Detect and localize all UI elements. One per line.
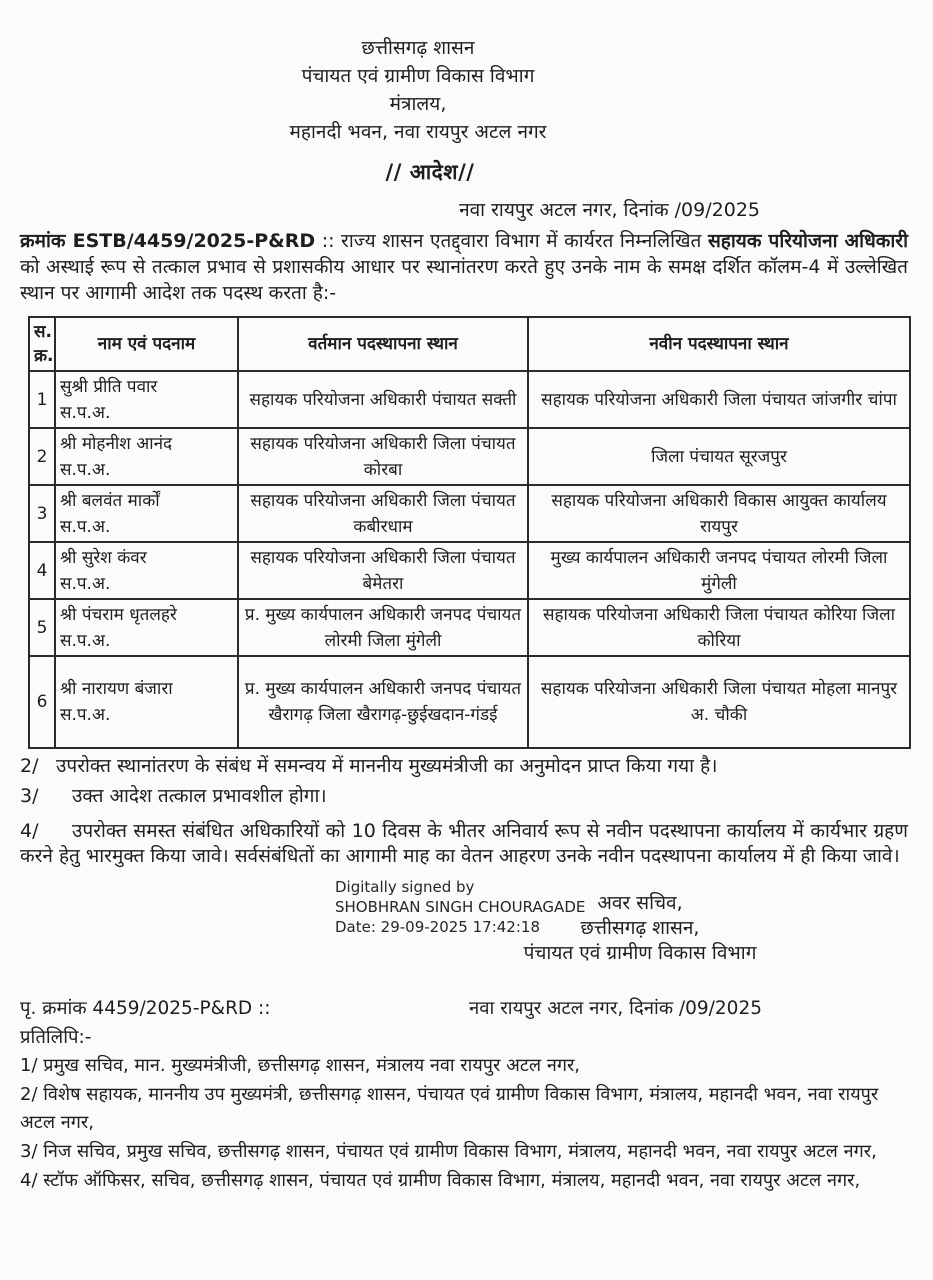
table-row — [29, 485, 910, 542]
cell-name — [55, 371, 238, 428]
cell-current-posting: सहायक परियोजना अधिकारी जिला पंचायत कबीरधाम — [238, 485, 528, 542]
cell-current-posting: सहायक परियोजना अधिकारी पंचायत सक्ती — [238, 371, 528, 428]
cell-serial: 2 — [29, 428, 55, 485]
cell-serial: 5 — [29, 599, 55, 656]
signature-date: Date: 29-09-2025 17:42:18 — [335, 918, 540, 936]
signer-name: SHOBHRAN SINGH CHOURAGADE — [335, 898, 586, 916]
cell-serial: 6 — [29, 656, 55, 748]
copy-recipient: 3/ निज सचिव, प्रमुख सचिव, छत्तीसगढ़ शासन, पंचायत एवं ग्रामीण विकास विभाग, मंत्रालय, महानदी भवन, नवा रायपुर अटल नगर, — [20, 1141, 877, 1162]
clause-text: उपरोक्त समस्त संबंधित अधिकारियों को 10 दिवस के भीतर अनिवार्य रूप से नवीन पदस्थापना कार्यालय में कार्यभार ग्रहण करने हेतु भारमुक्त किया जावे। सर्वसंबंधितों का आगामी माह का वेतन आहरण उनके नवीन पदस्थापना कार्यालय में ही किया जावे। — [20, 820, 908, 867]
officer-name: सुश्री प्रीति पवार — [60, 376, 158, 397]
scanned-order-document — [20, 34, 908, 1195]
order-reference-number: क्रमांक ESTB/4459/2025-P&RD — [20, 230, 316, 252]
header-new-posting: नवीन पदस्थापना स्थान — [528, 317, 910, 371]
cell-serial: 1 — [29, 371, 55, 428]
cell-current-posting: सहायक परियोजना अधिकारी जिला पंचायत कोरबा — [238, 428, 528, 485]
officer-designation: स.प.अ. — [60, 630, 111, 651]
table-row — [29, 599, 910, 656]
order-title: // आदेश// — [385, 160, 475, 184]
place-date-line: नवा रायपुर अटल नगर, दिनांक /09/2025 — [459, 199, 760, 221]
cell-new-posting: सहायक परियोजना अधिकारी जिला पंचायत जांजगीर चांपा — [528, 371, 910, 428]
cell-name — [55, 656, 238, 748]
cell-serial: 3 — [29, 485, 55, 542]
cell-name — [55, 599, 238, 656]
officer-name: श्री बलवंत मार्कों — [60, 490, 160, 511]
officer-designation: स.प.अ. — [60, 516, 111, 537]
cell-serial: 4 — [29, 542, 55, 599]
cell-current-posting: सहायक परियोजना अधिकारी जिला पंचायत बेमेतरा — [238, 542, 528, 599]
header-current-posting: वर्तमान पदस्थापना स्थान — [238, 317, 528, 371]
header-name-designation: नाम एवं पदनाम — [55, 317, 238, 371]
table-row — [29, 656, 910, 748]
officer-name: श्री मोहनीश आनंद — [60, 433, 173, 454]
cell-name — [55, 485, 238, 542]
endorsement-line — [20, 995, 908, 1020]
clause-text: उक्त आदेश तत्काल प्रभावशील होगा। — [72, 785, 327, 807]
copy-recipient: 1/ प्रमुख सचिव, मान. मुख्यमंत्रीजी, छत्तीसगढ़ शासन, मंत्रालय नवा रायपुर अटल नगर, — [20, 1055, 581, 1076]
cell-name — [55, 428, 238, 485]
cell-current-posting: प्र. मुख्य कार्यपालन अधिकारी जनपद पंचायत लोरमी जिला मुंगेली — [238, 599, 528, 656]
officer-designation: स.प.अ. — [60, 705, 111, 725]
officer-name: श्री सुरेश कंवर — [60, 547, 147, 568]
clause-2 — [20, 754, 908, 779]
cell-new-posting: सहायक परियोजना अधिकारी विकास आयुक्त कार्यालय रायपुर — [528, 485, 910, 542]
cell-name — [55, 542, 238, 599]
cell-current-posting: प्र. मुख्य कार्यपालन अधिकारी जनपद पंचायत खैरागढ़ जिला खैरागढ़-छुईखदान-गंडई — [238, 656, 528, 748]
header-serial: स. क्र. — [29, 317, 55, 371]
officer-designation: स.प.अ. — [60, 459, 111, 480]
clause-4 — [20, 819, 908, 869]
cell-new-posting: सहायक परियोजना अधिकारी जिला पंचायत मोहला मानपुर अ. चौकी — [528, 656, 910, 748]
cell-new-posting: सहायक परियोजना अधिकारी जिला पंचायत कोरिया जिला कोरिया — [528, 599, 910, 656]
copy-recipients-list — [20, 1052, 908, 1195]
clause-text: उपरोक्त स्थानांतरण के संबंध में समन्वय में माननीय मुख्यमंत्रीजी का अनुमोदन प्राप्त किया गया है। — [56, 755, 718, 777]
signer-designation: अवर सचिव, — [597, 892, 683, 914]
officer-name: श्री नारायण बंजारा — [60, 679, 173, 699]
officer-designation: स.प.अ. — [60, 573, 111, 594]
signature-block — [20, 877, 908, 979]
endorsement-place-date: नवा रायपुर अटल नगर, दिनांक /09/2025 — [468, 998, 762, 1019]
signer-department: पंचायत एवं ग्रामीण विकास विभाग — [523, 942, 757, 964]
opening-text-pre: :: राज्य शासन एतद्द्वारा विभाग में कार्यरत निम्नलिखित — [321, 230, 702, 252]
table-row — [29, 371, 910, 428]
officer-name: श्री पंचराम धृतलहरे — [60, 604, 177, 625]
table-row — [29, 428, 910, 485]
clause-3 — [20, 784, 908, 809]
copy-recipient: 4/ स्टॉफ ऑफिसर, सचिव, छत्तीसगढ़ शासन, पंचायत एवं ग्रामीण विकास विभाग, मंत्रालय, महानदी भवन, नवा रायपुर अटल नगर, — [20, 1170, 861, 1191]
opening-paragraph — [20, 228, 908, 306]
clause-number: 3/ — [20, 785, 39, 807]
clause-number: 2/ — [20, 755, 39, 777]
endorsement-reference: पृ. क्रमांक 4459/2025-P&RD :: — [20, 998, 271, 1019]
address-line: महानदी भवन, नवा रायपुर अटल नगर — [289, 121, 547, 143]
digital-signed-by-line: Digitally signed by — [335, 878, 475, 896]
cell-new-posting: मुख्य कार्यपालन अधिकारी जनपद पंचायत लोरमी जिला मुंगेली — [528, 542, 910, 599]
transfer-table — [28, 316, 911, 749]
officer-designation: स.प.अ. — [60, 402, 111, 423]
government-name: छत्तीसगढ़ शासन — [361, 37, 475, 59]
signer-designation-block — [485, 891, 795, 966]
opening-text-post: को अस्थाई रूप से तत्काल प्रभाव से प्रशासकीय आधार पर स्थानांतरण करते हुए उनके नाम के समक्ष दर्शित कॉलम-4 में उल्लेखित स्थान पर आगामी आदेश तक पदस्थ करता है:- — [20, 256, 908, 304]
table-header-row — [29, 317, 910, 371]
copy-recipient: 2/ विशेष सहायक, माननीय उप मुख्यमंत्री, छत्तीसगढ़ शासन, पंचायत एवं ग्रामीण विकास विभाग, मंत्रालय, महानदी भवन, नवा रायपुर अटल नगर, — [20, 1084, 879, 1133]
ministry-line: मंत्रालय, — [389, 93, 447, 115]
copy-to-label: प्रतिलिपि:- — [20, 1027, 92, 1048]
table-row — [29, 542, 910, 599]
signer-government: छत्तीसगढ़ शासन, — [580, 917, 700, 939]
cell-new-posting: जिला पंचायत सूरजपुर — [528, 428, 910, 485]
officer-role-bold: सहायक परियोजना अधिकारी — [707, 230, 908, 252]
department-name: पंचायत एवं ग्रामीण विकास विभाग — [301, 65, 535, 87]
government-letterhead — [58, 34, 778, 146]
clause-number: 4/ — [20, 820, 39, 842]
